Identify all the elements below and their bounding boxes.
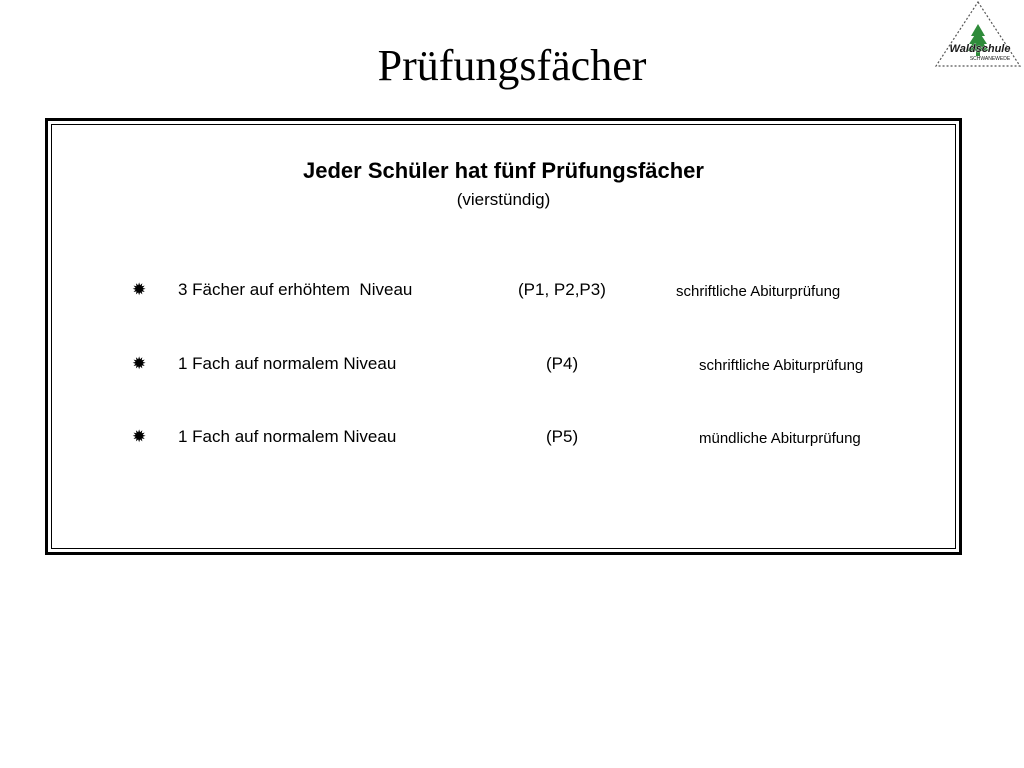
bullet-icon: ✹: [132, 427, 147, 446]
box-headline: Jeder Schüler hat fünf Prüfungsfächer: [303, 158, 704, 183]
slide-title: Prüfungsfächer: [377, 41, 647, 90]
bullet-icon: ✹: [132, 280, 147, 299]
list-item: [52, 424, 955, 450]
bullet-icon: ✹: [132, 354, 147, 373]
logo-graphic: [934, 0, 1022, 68]
item-exam: schriftliche Abiturprüfung: [676, 283, 841, 300]
item-code: (P5): [546, 427, 579, 446]
list-item: [52, 351, 955, 377]
school-logo: [934, 0, 1022, 68]
item-code: (P1, P2,P3): [518, 280, 606, 299]
logo-place: SCHWANEWEDE: [969, 56, 1011, 62]
item-exam: mündliche Abiturprüfung: [699, 430, 861, 447]
list-item: [52, 277, 955, 303]
content-box-inner: [51, 124, 956, 549]
content-box: [45, 118, 962, 555]
item-code: (P4): [546, 354, 579, 373]
box-subline: (vierstündig): [456, 190, 551, 209]
item-exam: schriftliche Abiturprüfung: [699, 357, 864, 374]
logo-name: Waldschule: [949, 43, 1011, 55]
item-text: 1 Fach auf normalem Niveau: [178, 427, 397, 446]
item-text: 3 Fächer auf erhöhtem Niveau: [178, 280, 413, 299]
item-text: 1 Fach auf normalem Niveau: [178, 354, 397, 373]
